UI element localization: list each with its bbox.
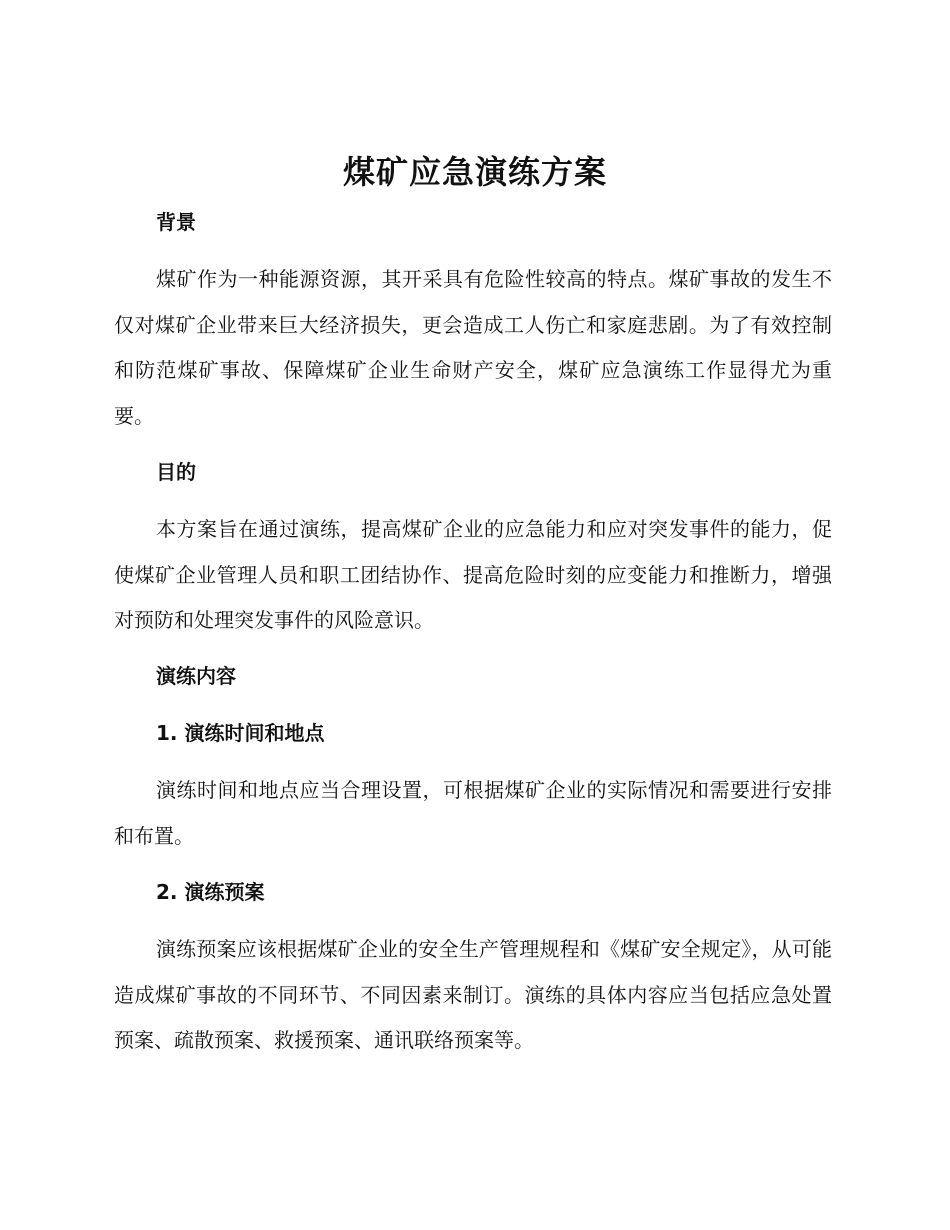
section-heading-drill-plan: 2. 演练预案 — [156, 880, 265, 904]
section-body-purpose: 本方案旨在通过演练，提高煤矿企业的应急能力和应对突发事件的能力，促使煤矿企业管理人员和职工团结协作、提高危险时刻的应变能力和推断力，增强对预防和处理突发事件的风险意识。 — [114, 517, 832, 632]
section-body-background: 煤矿作为一种能源资源，其开采具有危险性较高的特点。煤矿事故的发生不仅对煤矿企业带来巨大经济损失，更会造成工人伤亡和家庭悲剧。为了有效控制和防范煤矿事故、保障煤矿企业生命财产安全，煤矿应急演练工作显得尤为重要。 — [114, 267, 832, 428]
section-heading-drill-content: 演练内容 — [156, 664, 236, 688]
document-title: 煤矿应急演练方案 — [342, 153, 607, 191]
section-heading-background: 背景 — [156, 210, 196, 234]
section-body-time-location: 演练时间和地点应当合理设置，可根据煤矿企业的实际情况和需要进行安排和布置。 — [114, 778, 832, 848]
section-heading-time-location: 1. 演练时间和地点 — [156, 721, 325, 745]
section-body-drill-plan: 演练预案应该根据煤矿企业的安全生产管理规程和《煤矿安全规定》，从可能造成煤矿事故的不同环节、不同因素来制订。演练的具体内容应当包括应急处置预案、疏散预案、救援预案、通讯联络预案等。 — [114, 937, 832, 1052]
section-heading-purpose: 目的 — [156, 460, 196, 484]
